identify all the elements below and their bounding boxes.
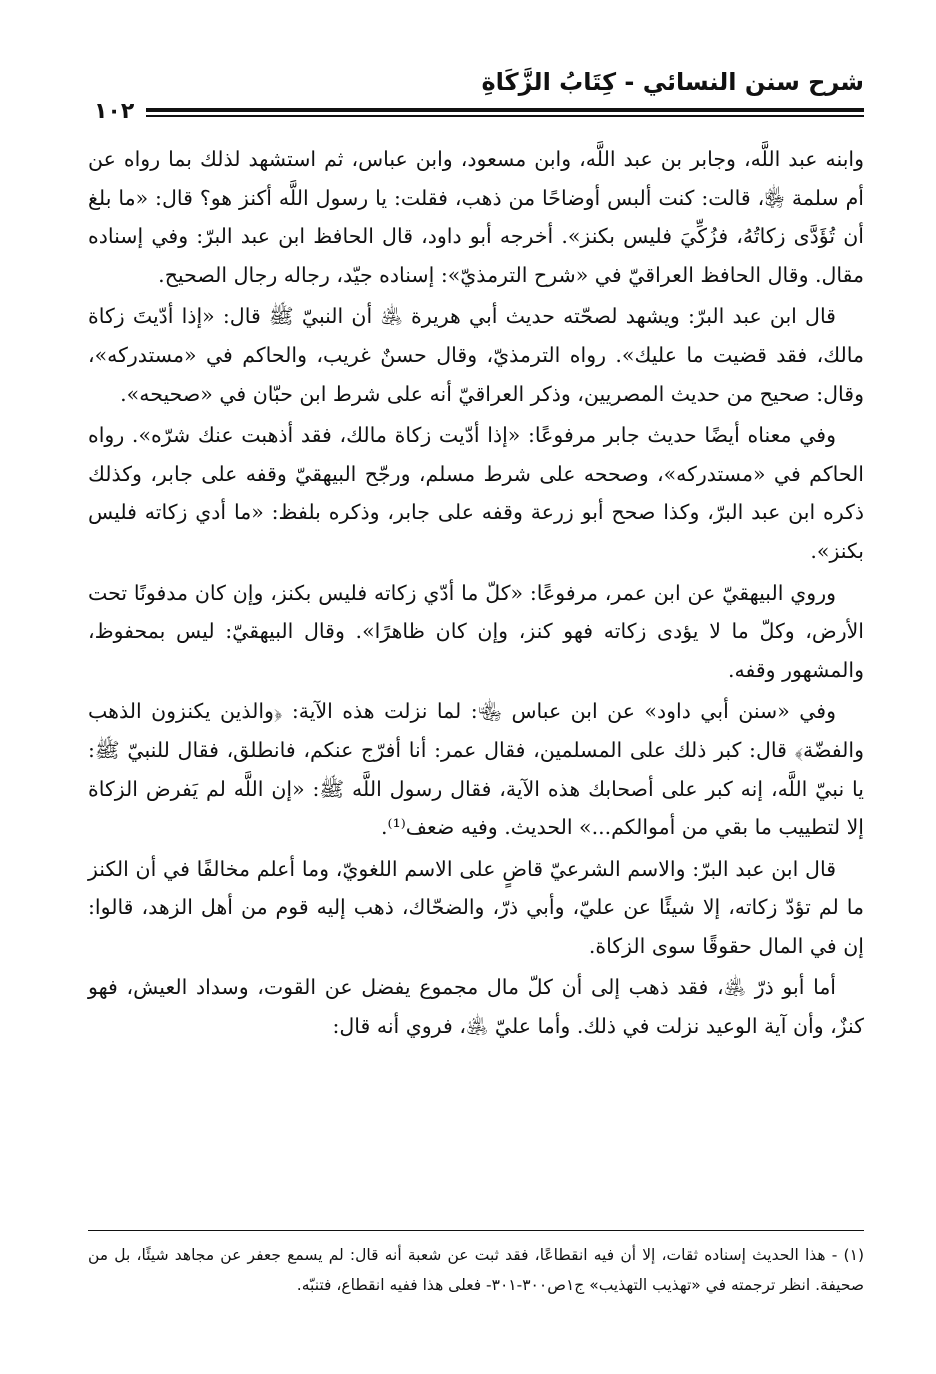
main-text — [88, 140, 864, 1046]
footnote: (١) - هذا الحديث إسناده ثقات، إلا أن فيه انقطاعًا، فقد ثبت عن شعبة أنه قال: لم يسمع جعفر عن مجاهد شيئًا، بل من صحيفة. انظر ترجمته في «تهذيب التهذيب» ج١ص٣٠٠-٣٠١- فعلى هذا ففيه انقطاع، فتنبّه. — [88, 1246, 864, 1294]
paragraph: وفي «سنن أبي داود» عن ابن عباس ﵄: لما نزلت هذه الآية: ﴿والذين يكنزون الذهب والفضّة﴾ قال: كبر ذلك على المسلمين، فقال عمر: أنا أفرّج عنكم، فانطلق، فقال للنبيّ ﷺ: يا نبيّ اللَّه، إنه كبر على أصحابك هذه الآية، فقال رسول اللَّه ﷺ: «إن اللَّه لم يَفرض الزكاة إلا لتطييب ما بقي من أموالكم...» الحديث. وفيه ضعف⁽¹⁾. — [88, 699, 864, 840]
header-rule — [88, 99, 864, 126]
paragraph: قال ابن عبد البرّ: ويشهد لصحّته حديث أبي هريرة ﵁ أن النبيّ ﷺ قال: «إذا أدّيتَ زكاة مالك، فقد قضيت ما عليك». رواه الترمذيّ، وقال حسنٌ غريب، والحاكم في «مستدركه»، وقال: صحيح من حديث المصريين، وذكر العراقيّ أنه على شرط ابن حبّان في «صحيحه». — [88, 304, 864, 406]
footnote-separator — [88, 1230, 864, 1231]
running-header — [88, 50, 864, 94]
paragraph: قال ابن عبد البرّ: والاسم الشرعيّ قاضٍ على الاسم اللغويّ، وما أعلم مخالفًا في أن الكنز ما لم تؤدّ زكاته، إلا شيئًا عن عليّ، وأبي ذرّ، والضحّاك، ذهب إليه قوم من أهل الزهد، قالوا: إن في المال حقوقًا سوى الزكاة. — [88, 856, 864, 958]
paragraph: وفي معناه أيضًا حديث جابر مرفوعًا: «إذا أدّيت زكاة مالك، فقد أذهبت عنك شرّه». رواه الحاكم في «مستدركه»، وصححه على شرط مسلم، ورجّح البيهقيّ وقفه على جابر، وكذلك ذكره ابن عبد البرّ، وكذا صحح أبو زرعة وقفه على جابر، وذكره بلفظ: «ما أدي زكاته فليس بكنز». — [88, 423, 864, 563]
page-number: ١٠٢ — [88, 100, 146, 124]
header-title: شرح سنن النسائي - كِتَابُ الزَّكَاةِ — [481, 68, 864, 96]
paragraph: وروي البيهقيّ عن ابن عمر، مرفوعًا: «كلّ ما أدّي زكاته فليس بكنز، وإن كان مدفونًا تحت الأرض، وكلّ ما لا يؤدى زكاته فهو كنز، وإن كان ظاهرًا». وقال البيهقيّ: ليس بمحفوظ، والمشهور وقفه. — [88, 580, 864, 682]
paragraph: أما أبو ذرّ ﵁، فقد ذهب إلى أن كلّ مال مجموع يفضل عن القوت، وسداد العيش، فهو كنزٌ، وأن آية الوعيد نزلت في ذلك. وأما عليّ ﵁، فروي أنه قال: — [88, 975, 864, 1039]
header-double-line — [88, 108, 864, 117]
paragraph: وابنه عبد اللَّه، وجابر بن عبد اللَّه، وابن مسعود، وابن عباس، ثم استشهد لذلك بما رواه عن أم سلمة ﵂، قالت: كنت ألبس أوضاحًا من ذهب، فقلت: يا رسول اللَّه أكنز هو؟ قال: «ما بلغ أن تُؤَدَّى زكاتُهُ، فزُكِّيَ فليس بكنز». أخرجه أبو داود، قال الحافظ ابن عبد البرّ: وفي إسناده مقال. وقال الحافظ العراقيّ في «شرح الترمذيّ»: إسناده جيّد، رجاله رجال الصحيح. — [88, 147, 864, 287]
